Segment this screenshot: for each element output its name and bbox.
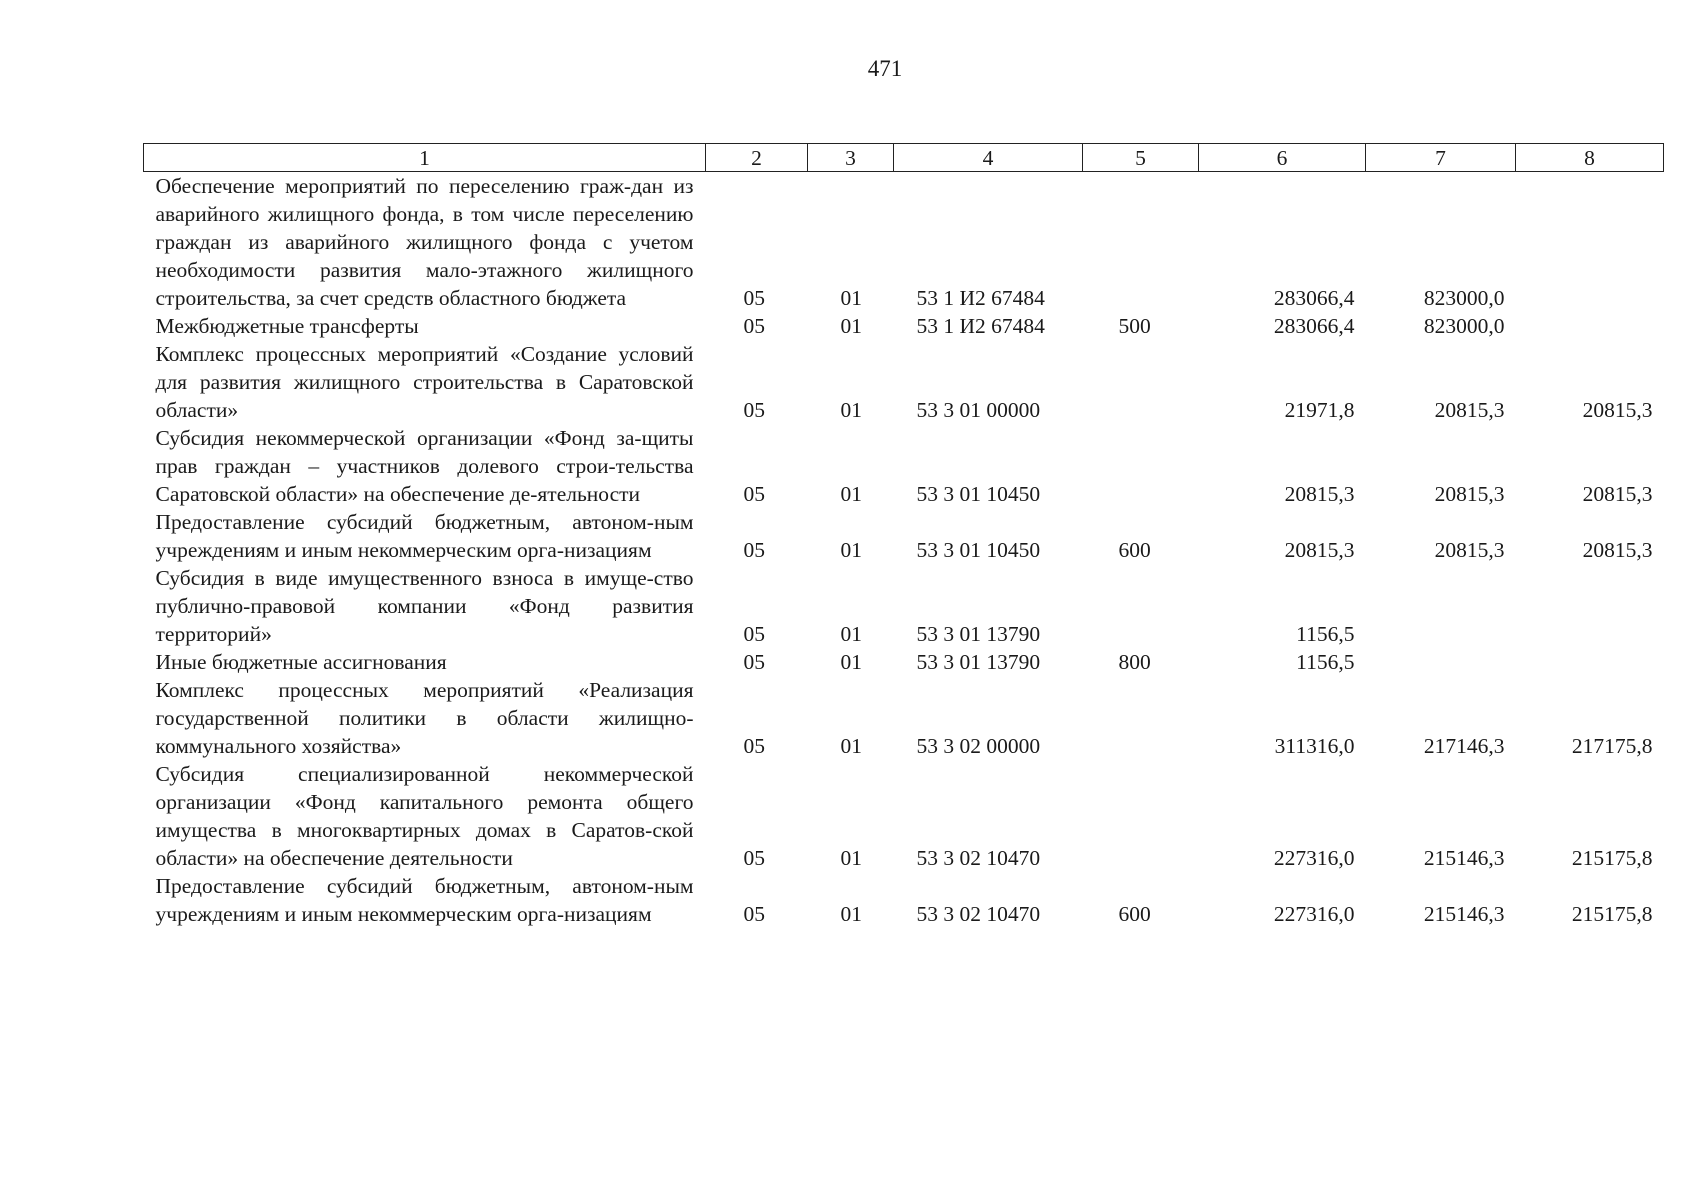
amount-col-6: 1156,5 xyxy=(1296,650,1355,674)
subsection-code: 01 xyxy=(840,622,862,646)
table-body xyxy=(144,172,1664,929)
section-code: 05 xyxy=(743,482,765,506)
amount-col-8: 215175,8 xyxy=(1571,846,1653,870)
column-number-row xyxy=(144,144,1664,172)
amount-col-6: 20815,3 xyxy=(1284,482,1355,506)
expense-kind-code: 600 xyxy=(1118,538,1151,562)
amount-col-7: 20815,3 xyxy=(1434,482,1505,506)
section-code: 05 xyxy=(743,846,765,870)
expense-kind-code: 800 xyxy=(1118,650,1151,674)
section-code: 05 xyxy=(743,538,765,562)
amount-col-6: 283066,4 xyxy=(1273,314,1355,338)
row-name: Субсидия некоммерческой организации «Фонд за-щиты прав граждан – участников долевого строи-тельства Саратовской области» на обеспечение де-ятельности xyxy=(155,426,694,506)
target-article-code: 53 3 01 13790 xyxy=(916,650,1041,674)
table-row xyxy=(144,564,1664,648)
subsection-code: 01 xyxy=(840,902,862,926)
target-article-code: 53 3 02 10470 xyxy=(916,902,1041,926)
amount-col-7: 823000,0 xyxy=(1423,286,1505,310)
subsection-code: 01 xyxy=(840,314,862,338)
amount-col-8 xyxy=(1516,564,1664,648)
row-name: Обеспечение мероприятий по переселению граж-дан из аварийного жилищного фонда, в том числе переселению граждан из аварийного жилищного фонда с учетом необходимости развития мало-этажного жилищного строительства, за счет средств областного бюджета xyxy=(155,174,694,310)
section-code: 05 xyxy=(743,314,765,338)
amount-col-7: 20815,3 xyxy=(1434,398,1505,422)
column-header: 1 xyxy=(144,144,706,172)
column-header: 6 xyxy=(1199,144,1366,172)
amount-col-7: 823000,0 xyxy=(1423,314,1505,338)
subsection-code: 01 xyxy=(840,846,862,870)
section-code: 05 xyxy=(743,902,765,926)
column-header: 2 xyxy=(706,144,808,172)
row-name: Субсидия специализированной некоммерческой организации «Фонд капитального ремонта общего имущества в многоквартирных домах в Саратов-ской области» на обеспечение деятельности xyxy=(155,762,694,870)
target-article-code: 53 3 01 00000 xyxy=(916,398,1041,422)
page-number: 471 xyxy=(867,56,903,81)
target-article-code: 53 1 И2 67484 xyxy=(916,286,1045,310)
table-row xyxy=(144,648,1664,676)
amount-col-8 xyxy=(1516,648,1664,676)
table-row xyxy=(144,424,1664,508)
table-row xyxy=(144,340,1664,424)
row-name: Предоставление субсидий бюджетным, автоном-ным учреждениям и иным некоммерческим орга-низациям xyxy=(155,874,694,926)
amount-col-8 xyxy=(1516,312,1664,340)
column-header: 4 xyxy=(894,144,1083,172)
amount-col-8: 20815,3 xyxy=(1582,538,1653,562)
row-name: Иные бюджетные ассигнования xyxy=(155,650,447,674)
amount-col-6: 227316,0 xyxy=(1273,902,1355,926)
amount-col-7: 215146,3 xyxy=(1423,846,1505,870)
table-row xyxy=(144,312,1664,340)
expense-kind-code: 600 xyxy=(1118,902,1151,926)
subsection-code: 01 xyxy=(840,398,862,422)
subsection-code: 01 xyxy=(840,538,862,562)
amount-col-8 xyxy=(1516,172,1664,313)
amount-col-8: 20815,3 xyxy=(1582,482,1653,506)
expense-kind-code xyxy=(1083,340,1199,424)
section-code: 05 xyxy=(743,650,765,674)
section-code: 05 xyxy=(743,286,765,310)
expense-kind-code xyxy=(1083,172,1199,313)
amount-col-7: 20815,3 xyxy=(1434,538,1505,562)
amount-col-8: 217175,8 xyxy=(1571,734,1653,758)
amount-col-6: 1156,5 xyxy=(1296,622,1355,646)
amount-col-7 xyxy=(1366,564,1516,648)
target-article-code: 53 3 02 00000 xyxy=(916,734,1041,758)
amount-col-7 xyxy=(1366,648,1516,676)
expense-kind-code: 500 xyxy=(1118,314,1151,338)
amount-col-6: 20815,3 xyxy=(1284,538,1355,562)
amount-col-6: 227316,0 xyxy=(1273,846,1355,870)
table-header xyxy=(144,144,1664,172)
amount-col-8: 215175,8 xyxy=(1571,902,1653,926)
target-article-code: 53 3 01 10450 xyxy=(916,482,1041,506)
subsection-code: 01 xyxy=(840,286,862,310)
table-row xyxy=(144,508,1664,564)
row-name: Комплекс процессных мероприятий «Реализация государственной политики в области жилищно-коммунального хозяйства» xyxy=(155,678,694,758)
subsection-code: 01 xyxy=(840,734,862,758)
expense-kind-code xyxy=(1083,676,1199,760)
amount-col-6: 311316,0 xyxy=(1274,734,1355,758)
subsection-code: 01 xyxy=(840,650,862,674)
column-header: 8 xyxy=(1516,144,1664,172)
section-code: 05 xyxy=(743,734,765,758)
column-header: 5 xyxy=(1083,144,1199,172)
table-row xyxy=(144,172,1664,313)
row-name: Межбюджетные трансферты xyxy=(155,314,419,338)
table-row xyxy=(144,676,1664,760)
expense-kind-code xyxy=(1083,564,1199,648)
expense-kind-code xyxy=(1083,760,1199,872)
target-article-code: 53 3 01 10450 xyxy=(916,538,1041,562)
column-header: 7 xyxy=(1366,144,1516,172)
table-row xyxy=(144,760,1664,872)
section-code: 05 xyxy=(743,398,765,422)
target-article-code: 53 1 И2 67484 xyxy=(916,314,1045,338)
row-name: Комплекс процессных мероприятий «Создание условий для развития жилищного строительства в Саратовской области» xyxy=(155,342,694,422)
column-header: 3 xyxy=(808,144,894,172)
table-row xyxy=(144,872,1664,928)
row-name: Предоставление субсидий бюджетным, автоном-ным учреждениям и иным некоммерческим орга-низациям xyxy=(155,510,694,562)
amount-col-7: 217146,3 xyxy=(1423,734,1505,758)
expense-kind-code xyxy=(1083,424,1199,508)
amount-col-6: 283066,4 xyxy=(1273,286,1355,310)
budget-table xyxy=(143,143,1664,928)
subsection-code: 01 xyxy=(840,482,862,506)
amount-col-8: 20815,3 xyxy=(1582,398,1653,422)
target-article-code: 53 3 02 10470 xyxy=(916,846,1041,870)
amount-col-7: 215146,3 xyxy=(1423,902,1505,926)
section-code: 05 xyxy=(743,622,765,646)
row-name: Субсидия в виде имущественного взноса в имуще-ство публично-правовой компании «Фонд развития территорий» xyxy=(155,566,694,646)
amount-col-6: 21971,8 xyxy=(1284,398,1355,422)
target-article-code: 53 3 01 13790 xyxy=(916,622,1041,646)
